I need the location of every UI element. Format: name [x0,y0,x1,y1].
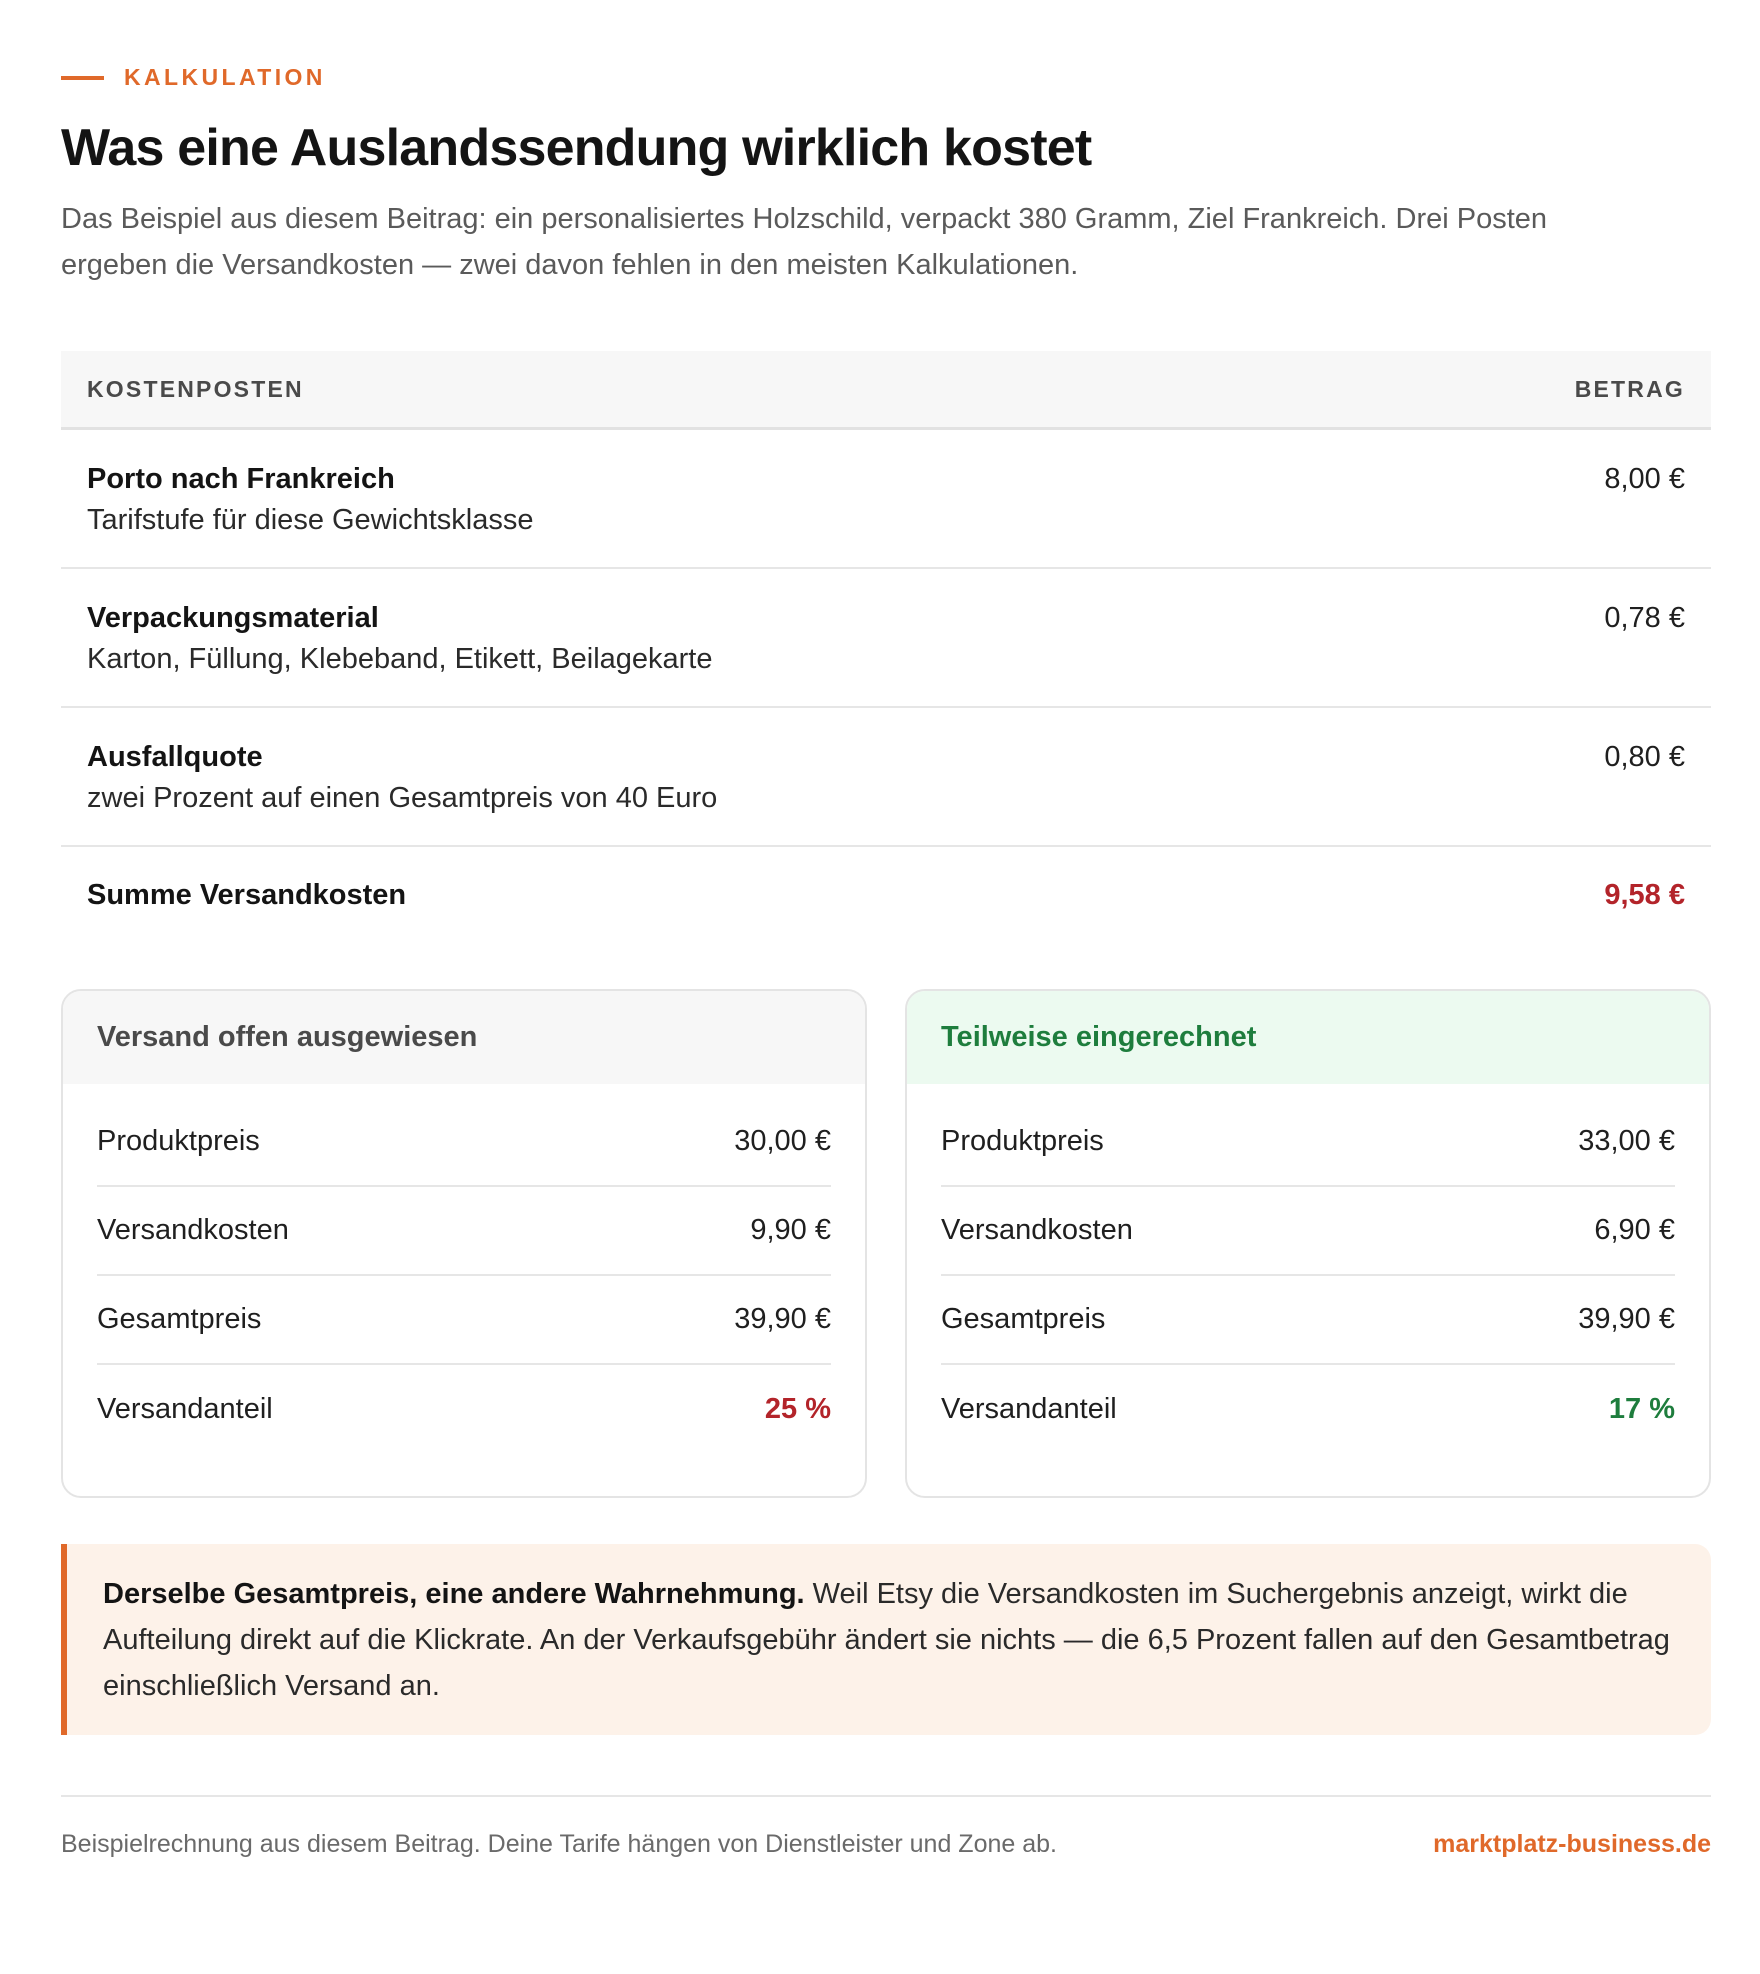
card-row [941,1365,1675,1454]
card-row [941,1187,1675,1276]
card-shipping-open [61,989,867,1498]
eyebrow-line [61,76,104,80]
cost-item-desc: zwei Prozent auf einen Gesamtpreis von 40 Euro [87,782,718,814]
cost-table-sum-row [61,847,1711,943]
cost-item-name: Verpackungsmaterial [87,602,379,634]
card-row-label: Versandanteil [97,1393,273,1425]
card-row [97,1276,831,1365]
card-row-value: 33,00 € [1578,1125,1675,1157]
cost-item-amount: 0,78 € [1604,602,1685,634]
card-row-label: Produktpreis [941,1125,1104,1157]
cost-item-name: Ausfallquote [87,741,263,773]
card-row-label: Versandanteil [941,1393,1117,1425]
card-row [941,1276,1675,1365]
table-row [61,569,1711,708]
card-partially-included [905,989,1711,1498]
card-row-label: Versandkosten [941,1214,1133,1246]
footer-note: Beispielrechnung aus diesem Beitrag. Deine Tarife hängen von Dienstleister und Zone ab. [61,1830,1057,1858]
cost-item-desc: Tarifstufe für diese Gewichtsklasse [87,504,534,536]
table-row [61,430,1711,569]
page-title: Was eine Auslandssendung wirklich kostet [61,119,1092,177]
card-row-label: Gesamtpreis [97,1303,262,1335]
callout-bold: Derselbe Gesamtpreis, eine andere Wahrnehmung. [103,1578,805,1610]
cost-item-amount: 8,00 € [1604,463,1685,495]
eyebrow-label: KALKULATION [124,64,326,90]
card-row-value: 9,90 € [750,1214,831,1246]
eyebrow [61,64,326,91]
comparison-cards [61,989,1711,1498]
shipping-share-value: 25 % [764,1393,831,1425]
card-row-value: 39,90 € [1578,1303,1675,1335]
card-row [941,1098,1675,1187]
footer [61,1795,1711,1859]
info-callout [61,1544,1711,1735]
card-row-value: 39,90 € [734,1303,831,1335]
card-row [97,1365,831,1454]
table-row [61,708,1711,847]
card-title: Versand offen ausgewiesen [63,991,865,1084]
header-amount: BETRAG [1574,375,1685,402]
sum-amount: 9,58 € [1604,878,1685,911]
callout-text: Weil Etsy die Versandkosten im Suchergebnis anzeigt, wirkt die Aufteilung direkt auf die Klickrate. An der Verkaufsgebühr ändert sie nichts — die 6,5 Prozent fallen auf den Gesamtbetrag einschließlich Versand an. [103,1578,1670,1702]
cost-table-header [61,351,1711,430]
intro-text: Das Beispiel aus diesem Beitrag: ein personalisiertes Holzschild, verpackt 380 Gramm, Ziel Frankreich. Drei Posten ergeben die Versandkosten — zwei davon fehlen in den meisten Kalkulationen. [61,203,1548,281]
card-row-value: 6,90 € [1594,1214,1675,1246]
cost-item-amount: 0,80 € [1604,741,1685,773]
cost-item-name: Porto nach Frankreich [87,463,395,495]
card-row-value: 30,00 € [734,1125,831,1157]
sum-label: Summe Versandkosten [87,878,407,911]
brand-link[interactable]: marktplatz-business.de [1433,1830,1711,1858]
card-row [97,1098,831,1187]
card-row-label: Produktpreis [97,1125,260,1157]
cost-item-desc: Karton, Füllung, Klebeband, Etikett, Beilagekarte [87,643,713,675]
card-row-label: Versandkosten [97,1214,289,1246]
card-row-label: Gesamtpreis [941,1303,1106,1335]
header-item: KOSTENPOSTEN [87,375,304,402]
card-title: Teilweise eingerechnet [907,991,1709,1084]
shipping-share-value: 17 % [1608,1393,1675,1425]
cost-table [61,351,1711,943]
card-row [97,1187,831,1276]
